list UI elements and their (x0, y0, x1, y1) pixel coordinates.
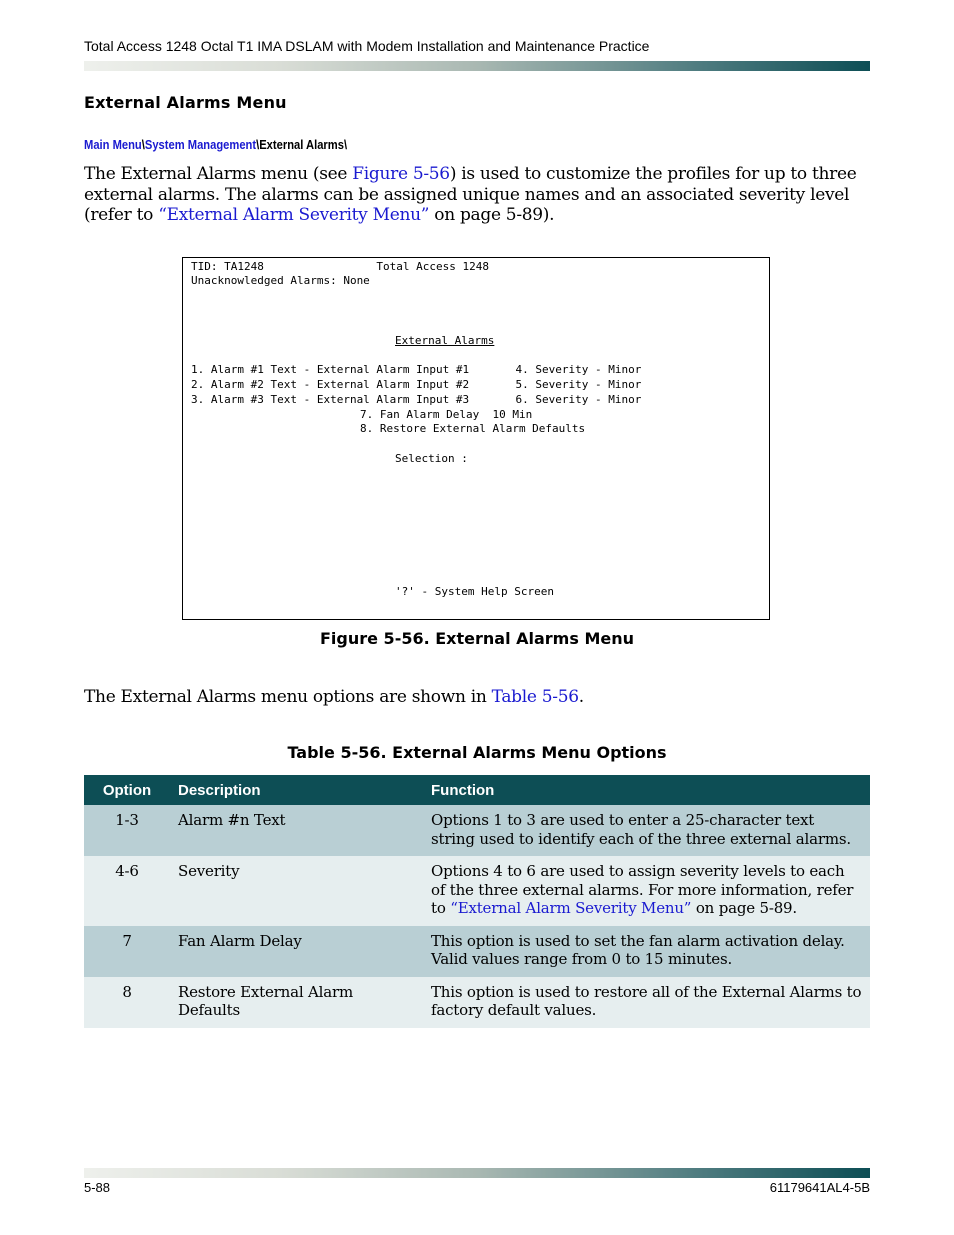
breadcrumb-main-menu[interactable]: Main Menu (84, 137, 142, 152)
breadcrumb-system-management[interactable]: System Management (144, 137, 257, 152)
document-number: 61179641AL4-5B (769, 1180, 870, 1195)
figure-link[interactable]: Figure 5-56 (352, 164, 450, 184)
severity-menu-link[interactable]: “External Alarm Severity Menu” (158, 205, 430, 225)
header-description: Description (170, 775, 423, 805)
cell-option: 4-6 (84, 856, 170, 926)
options-paragraph (84, 687, 870, 708)
cell-function: Options 1 to 3 are used to enter a 25-character text string used to identify each of the three external alarms. (423, 805, 870, 856)
footer-rule (84, 1168, 870, 1178)
terminal-menu-row-7: 7. Fan Alarm Delay 10 Min (360, 408, 533, 421)
breadcrumb: Main Menu\System Management\External Alarms\ (84, 137, 348, 152)
table-row (84, 856, 870, 926)
terminal-tid-line: TID: TA1248 Total Access 1248 (191, 260, 490, 273)
page-number: 5-88 (84, 1180, 111, 1195)
terminal-menu-row-1: 1. Alarm #1 Text - External Alarm Input #1 4. Severity - Minor (191, 363, 642, 376)
table-row (84, 977, 870, 1028)
header-rule (84, 61, 870, 71)
options-text-1: The External Alarms menu options are shown in (84, 687, 492, 707)
intro-text-3: on page 5-89). (429, 205, 555, 225)
breadcrumb-external-alarms: External Alarms\ (259, 137, 348, 152)
cell-option: 7 (84, 926, 170, 977)
terminal-menu-row-3: 3. Alarm #3 Text - External Alarm Input #3 6. Severity - Minor (191, 393, 642, 406)
intro-text-1: The External Alarms menu (see (84, 164, 353, 184)
cell-option: 1-3 (84, 805, 170, 856)
header-option: Option (84, 775, 170, 805)
table-link[interactable]: Table 5-56 (491, 687, 579, 707)
table-caption: Table 5-56. External Alarms Menu Options (287, 743, 667, 762)
terminal-alarms-line: Unacknowledged Alarms: None (191, 274, 370, 287)
terminal-menu-row-8: 8. Restore External Alarm Defaults (360, 422, 586, 435)
terminal-selection-prompt: Selection : (395, 452, 468, 465)
cell-function-text: on page 5-89. (691, 899, 797, 917)
figure-caption: Figure 5-56. External Alarms Menu (319, 629, 634, 648)
cell-description: Alarm #n Text (170, 805, 423, 856)
cell-description: Fan Alarm Delay (170, 926, 423, 977)
options-table (84, 775, 870, 1028)
cell-function: This option is used to set the fan alarm activation delay. Valid values range from 0 to 15 minutes. (423, 926, 870, 977)
table-row (84, 805, 870, 856)
table-header-row (84, 775, 870, 805)
cell-description: Restore External Alarm Defaults (170, 977, 423, 1028)
running-header-title: Total Access 1248 Octal T1 IMA DSLAM with Modem Installation and Maintenance Practice (84, 38, 650, 54)
cell-description: Severity (170, 856, 423, 926)
header-function: Function (423, 775, 870, 805)
terminal-screen (182, 257, 770, 620)
intro-text-2: ) is used to customize the profiles for up to three external alarms. The alarms can be assigned unique names and an associated severity level (refer to (84, 164, 857, 225)
terminal-menu-title: External Alarms (395, 334, 495, 347)
terminal-menu-row-2: 2. Alarm #2 Text - External Alarm Input #2 5. Severity - Minor (191, 378, 642, 391)
cell-option: 8 (84, 977, 170, 1028)
intro-paragraph (84, 164, 870, 226)
terminal-help-line: '?' - System Help Screen (395, 585, 554, 598)
table-row (84, 926, 870, 977)
cell-function-text: Options 4 to 6 are used to assign severity levels to each of the three external alarms. For more information, refer to (431, 862, 854, 917)
severity-menu-link[interactable]: “External Alarm Severity Menu” (450, 899, 692, 917)
cell-function: This option is used to restore all of the External Alarms to factory default values. (423, 977, 870, 1028)
options-text-2: . (578, 687, 584, 707)
section-heading: External Alarms Menu (84, 93, 287, 112)
cell-function (423, 856, 870, 926)
